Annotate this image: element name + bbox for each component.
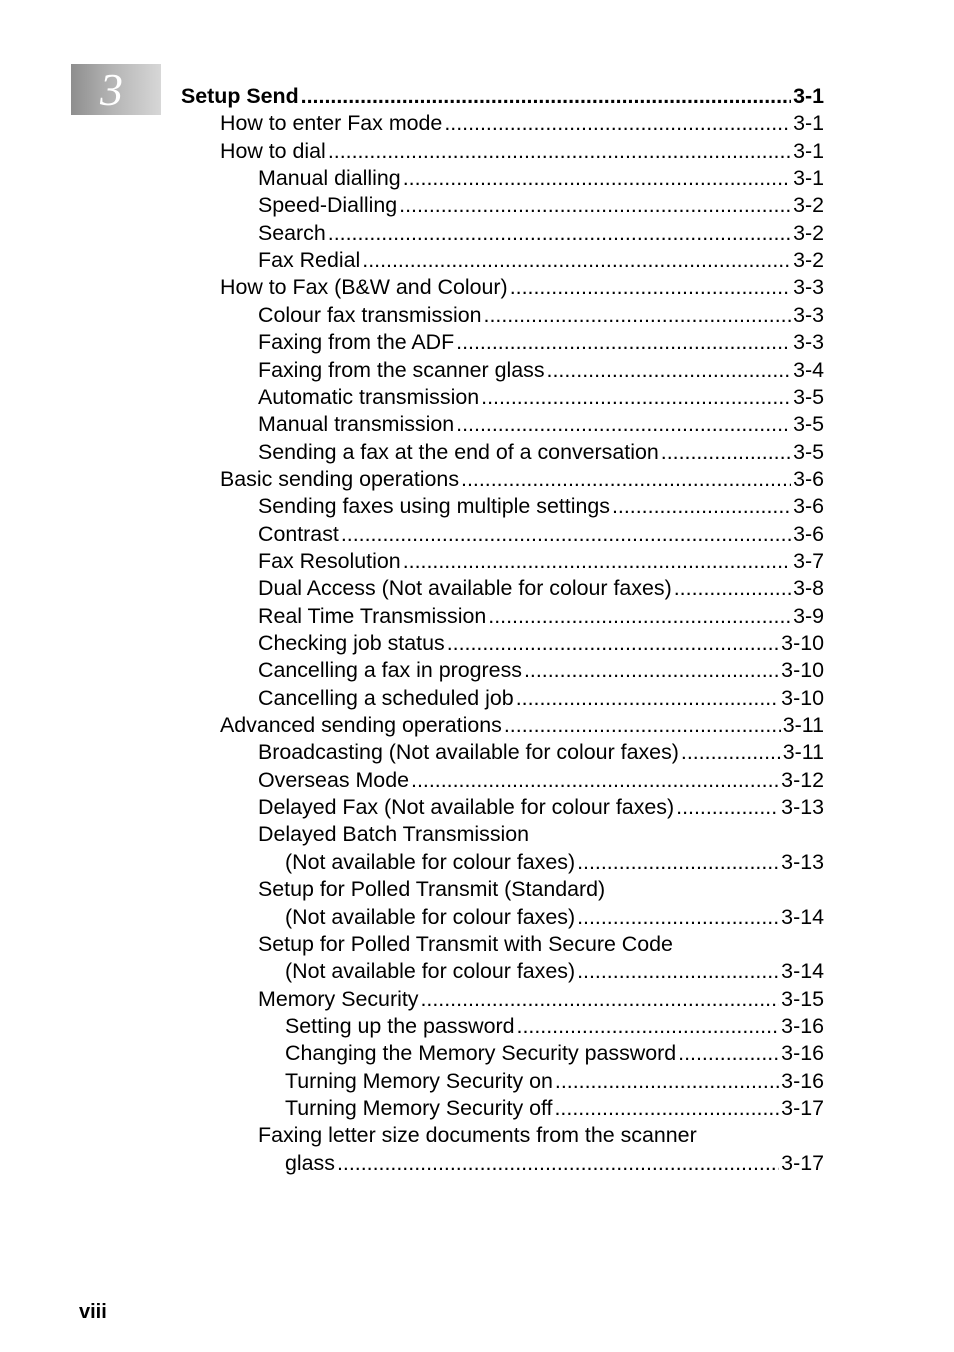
toc-entry-page: 3-12 [781,768,824,792]
toc-entry-page: 3-6 [793,467,824,491]
toc-dot-leader [524,657,779,683]
toc-entry-page: 3-2 [793,248,824,272]
toc-entry-title: Turning Memory Security on [285,1069,553,1093]
toc-entry[interactable] [285,958,824,984]
toc-entry[interactable] [258,876,824,902]
toc-dot-leader [484,302,792,328]
toc-entry-title: Faxing from the ADF [258,330,455,354]
toc-entry-page: 3-11 [782,740,824,764]
toc-dot-leader [488,603,791,629]
toc-entry-page: 3-14 [781,959,824,983]
toc-entry-page: 3-14 [781,905,824,929]
toc-entry-page: 3-6 [793,522,824,546]
toc-entry[interactable] [258,1122,824,1148]
toc-entry-title: How to Fax (B&W and Colour) [220,275,508,299]
toc-entry-page: 3-16 [781,1014,824,1038]
toc-entry-title: Memory Security [258,987,419,1011]
toc-entry[interactable] [258,493,824,519]
toc-entry[interactable] [258,767,824,793]
toc-entry[interactable] [258,357,824,383]
toc-entry[interactable] [258,247,824,273]
toc-dot-leader [399,192,791,218]
toc-dot-leader [577,904,779,930]
toc-dot-leader [461,466,791,492]
toc-entry-title: Speed-Dialling [258,193,398,217]
toc-entry-title: Real Time Transmission [258,604,487,628]
toc-entry-page: 3-4 [793,358,824,382]
toc-entry-title: Faxing from the scanner glass [258,358,545,382]
toc-entry-page: 3-3 [793,275,824,299]
toc-entry[interactable] [285,849,824,875]
toc-dot-leader [676,794,779,820]
toc-entry-page: 3-1 [793,111,824,135]
toc-entry[interactable] [258,603,824,629]
toc-entry[interactable] [258,931,824,957]
toc-entry[interactable] [220,110,824,136]
toc-entry[interactable] [285,1040,824,1066]
toc-entry-title: Checking job status [258,631,445,655]
toc-entry[interactable] [258,521,824,547]
toc-entry-page: 3-10 [781,631,824,655]
toc-dot-leader [411,767,779,793]
toc-entry[interactable] [258,821,824,847]
toc-entry-title: Broadcasting (Not available for colour faxes) [258,740,679,764]
toc-entry-title: Faxing letter size documents from the scanner [258,1123,697,1147]
toc-entry-page: 3-17 [781,1096,824,1120]
toc-entry-title: Fax Resolution [258,549,401,573]
toc-entry[interactable] [258,548,824,574]
toc-entry-title: Overseas Mode [258,768,409,792]
toc-dot-leader [510,274,791,300]
toc-dot-leader [481,384,791,410]
toc-entry[interactable] [258,384,824,410]
toc-entry-title: How to enter Fax mode [220,111,443,135]
toc-entry[interactable] [181,83,824,109]
toc-entry-title: Delayed Batch Transmission [258,822,530,846]
toc-entry-title: Delayed Fax (Not available for colour faxes) [258,795,675,819]
toc-entry[interactable] [258,630,824,656]
toc-entry-title: Fax Redial [258,248,361,272]
toc-entry-title: Search [258,221,326,245]
toc-entry[interactable] [258,192,824,218]
toc-entry[interactable] [285,904,824,930]
toc-dot-leader [577,958,779,984]
toc-dot-leader [456,411,791,437]
toc-entry-title: glass [285,1151,335,1175]
toc-entry-page: 3-7 [793,549,824,573]
toc-entry-title: Colour fax transmission [258,303,482,327]
toc-dot-leader [341,521,791,547]
toc-entry[interactable] [258,302,824,328]
toc-dot-leader [681,739,781,765]
toc-dot-leader [420,986,779,1012]
toc-entry-title: Sending a fax at the end of a conversation [258,440,659,464]
toc-dot-leader [516,685,779,711]
toc-entry[interactable] [258,685,824,711]
toc-entry-page: 3-15 [781,987,824,1011]
toc-entry[interactable] [220,138,824,164]
toc-entry-page: 3-16 [781,1069,824,1093]
toc-entry-page: 3-9 [793,604,824,628]
toc-entry-page: 3-5 [793,412,824,436]
toc-entry-page: 3-11 [782,713,824,737]
toc-dot-leader [456,329,791,355]
toc-entry[interactable] [285,1150,824,1176]
toc-entry[interactable] [258,329,824,355]
toc-entry-title: Setup for Polled Transmit with Secure Code [258,932,673,956]
toc-entry-page: 3-17 [781,1151,824,1175]
toc-dot-leader [301,83,791,109]
toc-entry-title: Sending faxes using multiple settings [258,494,610,518]
toc-dot-leader [547,357,792,383]
toc-entry-page: 3-2 [793,193,824,217]
toc-dot-leader [403,548,791,574]
toc-entry-page: 3-6 [793,494,824,518]
toc-entry[interactable] [258,794,824,820]
toc-entry-title: Setup Send [181,84,299,108]
toc-entry-title: Contrast [258,522,339,546]
toc-entry[interactable] [258,657,824,683]
toc-entry[interactable] [258,986,824,1012]
toc-entry[interactable] [258,411,824,437]
toc-entry-title: Changing the Memory Security password [285,1041,677,1065]
chapter-number: 3 [100,64,123,115]
toc-entry[interactable] [220,712,824,738]
toc-entry-page: 3-13 [781,850,824,874]
toc-entry-title: Turning Memory Security off [285,1096,553,1120]
toc-entry-title: Dual Access (Not available for colour faxes) [258,576,672,600]
toc-entry-title: Basic sending operations [220,467,460,491]
toc-entry[interactable] [258,739,824,765]
toc-entry-title: Advanced sending operations [220,713,502,737]
toc-entry[interactable] [258,439,824,465]
toc-entry-page: 3-10 [781,686,824,710]
toc-entry-title: Cancelling a scheduled job [258,686,514,710]
toc-entry-title: How to dial [220,139,326,163]
toc-dot-leader [328,220,791,246]
toc-dot-leader [504,712,781,738]
toc-entry[interactable] [258,220,824,246]
toc-entry[interactable] [220,274,824,300]
toc-dot-leader [403,165,791,191]
toc-entry-title: (Not available for colour faxes) [285,850,576,874]
toc-entry[interactable] [258,575,824,601]
toc-entry-title: (Not available for colour faxes) [285,905,576,929]
toc-dot-leader [517,1013,780,1039]
toc-dot-leader [678,1040,779,1066]
toc-entry-page: 3-1 [793,84,824,108]
toc-dot-leader [674,575,791,601]
toc-entry-page: 3-10 [781,658,824,682]
toc-entry-title: Manual transmission [258,412,455,436]
toc-entry-page: 3-16 [781,1041,824,1065]
toc-entry-title: Setting up the password [285,1014,515,1038]
toc-entry-page: 3-13 [781,795,824,819]
toc-dot-leader [555,1068,779,1094]
toc-dot-leader [362,247,791,273]
toc-entry[interactable] [285,1095,824,1121]
toc-entry-title: Manual dialling [258,166,401,190]
toc-dot-leader [661,439,791,465]
toc-entry-page: 3-1 [793,166,824,190]
toc-dot-leader [328,138,791,164]
toc-entry-page: 3-3 [793,303,824,327]
toc-entry-page: 3-8 [793,576,824,600]
toc-entry-title: Setup for Polled Transmit (Standard) [258,877,606,901]
toc-dot-leader [337,1150,779,1176]
toc-dot-leader [554,1095,779,1121]
toc-dot-leader [444,110,791,136]
toc-entry[interactable] [220,466,824,492]
toc-entry-title: Cancelling a fax in progress [258,658,522,682]
toc-entry-title: (Not available for colour faxes) [285,959,576,983]
toc-entry-page: 3-3 [793,330,824,354]
toc-dot-leader [612,493,791,519]
toc-entry[interactable] [285,1013,824,1039]
toc-dot-leader [447,630,779,656]
toc-entry[interactable] [285,1068,824,1094]
toc-entry-page: 3-5 [793,385,824,409]
toc-dot-leader [577,849,779,875]
toc-entry[interactable] [258,165,824,191]
toc-entry-title: Automatic transmission [258,385,480,409]
page-folio: viii [79,1301,107,1323]
toc-entry-page: 3-5 [793,440,824,464]
toc-entry-page: 3-2 [793,221,824,245]
toc-entry-page: 3-1 [793,139,824,163]
